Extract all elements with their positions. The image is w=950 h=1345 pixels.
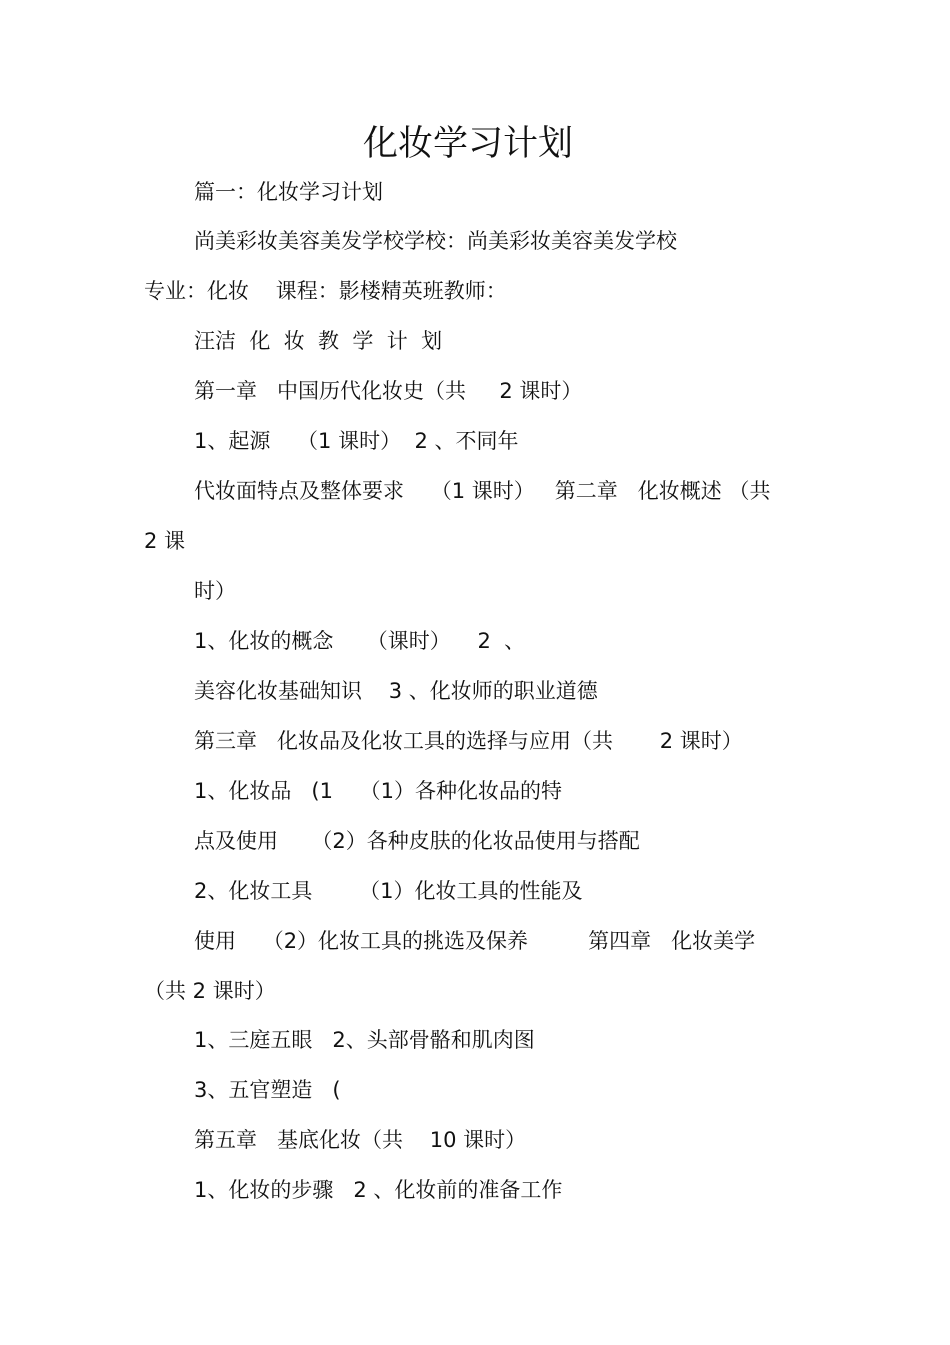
text-line: 第一章 中国历代化妆史（共 2 课时） bbox=[194, 379, 583, 403]
text-line: （共 2 课时） bbox=[144, 979, 276, 1003]
text-line: 1、三庭五眼 2、头部骨骼和肌肉图 bbox=[194, 1028, 535, 1052]
text-line: 篇一：化妆学习计划 bbox=[194, 180, 383, 204]
text-line: 美容化妆基础知识 3 、化妆师的职业道德 bbox=[194, 679, 598, 703]
text-line: 时） bbox=[194, 579, 236, 603]
text-line: 点及使用 （2）各种皮肤的化妆品使用与搭配 bbox=[194, 829, 640, 853]
text-line: 2 课 bbox=[144, 529, 186, 553]
text-line: 尚美彩妆美容美发学校学校：尚美彩妆美容美发学校 bbox=[194, 229, 677, 253]
text-line: 使用 （2）化妆工具的挑选及保养 第四章 化妆美学 bbox=[194, 929, 756, 953]
text-line: 专业：化妆 课程：影楼精英班教师： bbox=[144, 279, 507, 303]
text-line: 3、五官塑造 ( bbox=[194, 1078, 341, 1102]
text-line: 第五章 基底化妆（共 10 课时） bbox=[194, 1128, 527, 1152]
text-line: 2、化妆工具 （1）化妆工具的性能及 bbox=[194, 879, 583, 903]
text-line: 汪洁 化 妆 教 学 计 划 bbox=[194, 329, 443, 353]
text-line: 1、起源 （1 课时） 2 、不同年 bbox=[194, 429, 519, 453]
text-line: 1、化妆的步骤 2 、化妆前的准备工作 bbox=[194, 1178, 563, 1202]
text-line: 1、化妆的概念 （课时） 2 、 bbox=[194, 629, 526, 653]
text-line: 代妆面特点及整体要求 （1 课时） 第二章 化妆概述 （共 bbox=[194, 479, 771, 503]
text-line: 1、化妆品 (1 （1）各种化妆品的特 bbox=[194, 779, 563, 803]
text-line: 第三章 化妆品及化妆工具的选择与应用（共 2 课时） bbox=[194, 729, 743, 753]
document-title: 化妆学习计划 bbox=[362, 124, 573, 164]
